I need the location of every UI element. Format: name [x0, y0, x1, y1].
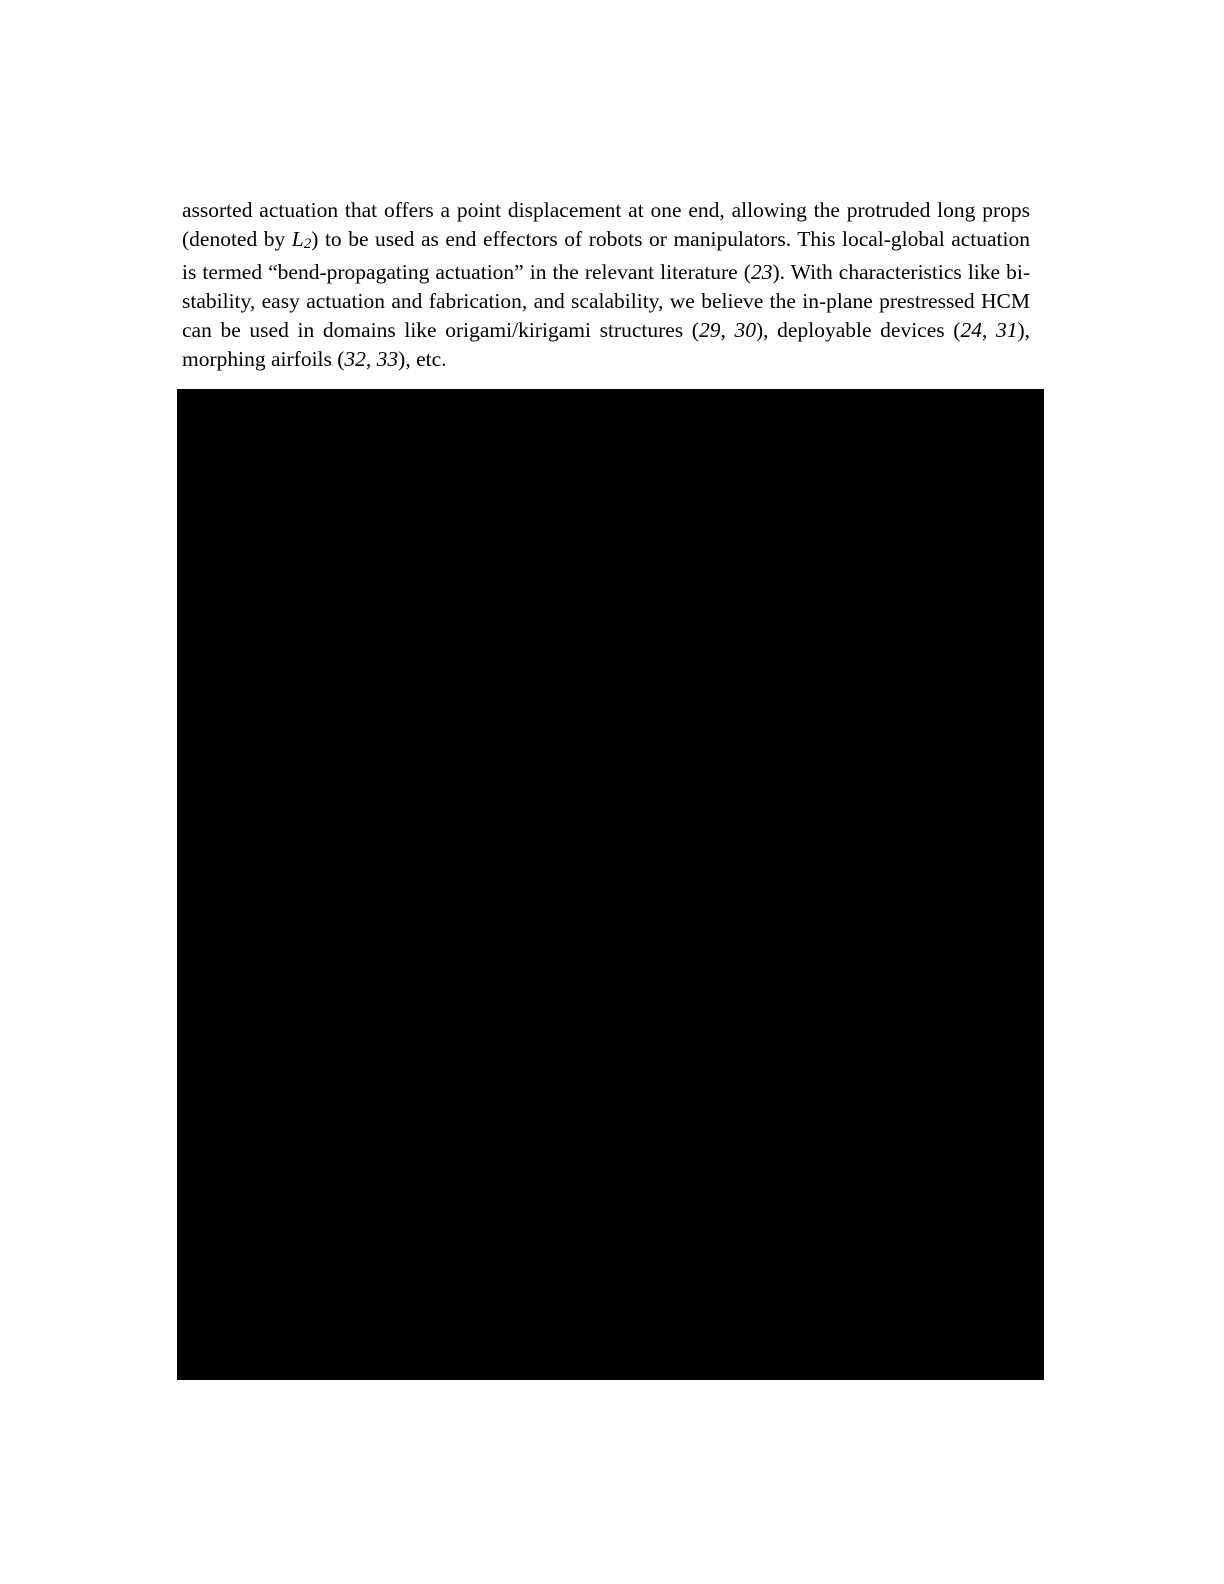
paragraph-line-6	[182, 345, 1030, 374]
citation-ref[interactable]: 31	[995, 317, 1018, 342]
line-text: morphing airfoils (	[182, 346, 345, 371]
line-text: can be used in domains like origami/kirigami structures (	[182, 317, 699, 342]
paragraph-line-2	[182, 225, 1030, 259]
citation-separator: ,	[365, 346, 377, 371]
line-text: ) to be used as end effectors of robots or manipulators. This local-global actuation	[311, 226, 1030, 251]
citation-separator: ,	[720, 317, 735, 342]
citation-ref[interactable]: 30	[734, 317, 756, 342]
line-text: ). With characteristics like bi-	[772, 260, 1030, 285]
citation-ref[interactable]: 32	[344, 346, 366, 371]
paragraph-line-5	[182, 316, 1030, 345]
variable-l2	[292, 227, 311, 251]
line-text: ), etc.	[398, 346, 447, 371]
variable-subscript: 2	[303, 235, 312, 252]
citation-ref[interactable]: 24	[960, 317, 982, 342]
line-text: ),	[1017, 317, 1031, 342]
citation-ref[interactable]: 23	[750, 260, 773, 285]
line-text: ), deployable devices (	[756, 317, 961, 342]
paragraph-line-1	[182, 196, 1030, 225]
variable-letter: L	[291, 226, 304, 251]
line-text: stability, easy actuation and fabrication, and scalability, we believe the in-plane prestressed HCM	[182, 289, 1030, 314]
body-paragraph	[182, 196, 1030, 373]
citation-ref[interactable]: 29	[698, 317, 721, 342]
citation-separator: ,	[981, 317, 996, 342]
redacted-figure	[177, 389, 1044, 1380]
line-text: is termed “bend-propagating actuation” in the relevant literature (	[182, 260, 751, 285]
paragraph-line-4	[182, 287, 1030, 316]
paragraph-line-3	[182, 258, 1030, 287]
citation-ref[interactable]: 33	[376, 346, 399, 371]
line-text: (denoted by	[182, 226, 292, 251]
line-text: assorted actuation that offers a point displacement at one end, allowing the protruded long props	[182, 198, 1030, 222]
